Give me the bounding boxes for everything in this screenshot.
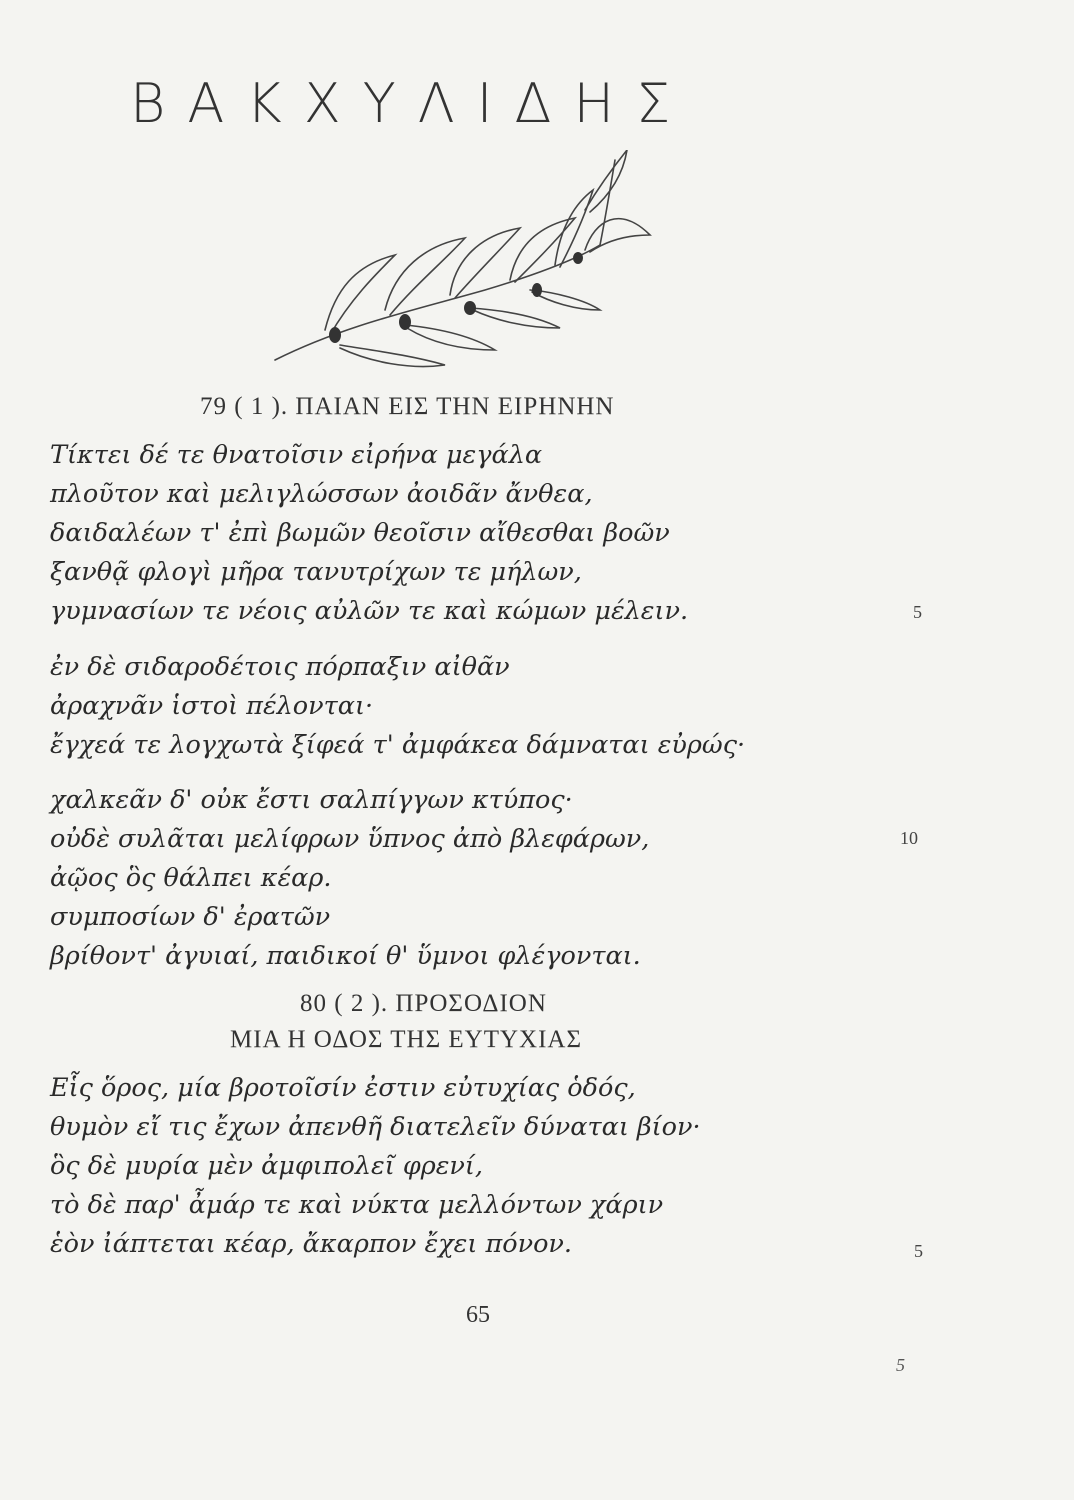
- page-number: 65: [466, 1302, 490, 1328]
- poem2-line-2: θυμὸν εἴ τις ἔχων ἀπενθῆ διατελεῖν δύναται βίον·: [50, 1112, 701, 1142]
- poem1-line-4: ξανθᾷ φλογὶ μῆρα τανυτρίχων τε μήλων,: [50, 557, 582, 587]
- poem2-line-3: ὃς δὲ μυρία μὲν ἀμφιπολεῖ φρενί,: [50, 1151, 483, 1181]
- poem1-line-8: ἔγχεά τε λογχωτὰ ξίφεά τ' ἀμφάκεα δάμναται εὐρώς·: [50, 730, 746, 760]
- poem1-line-6: ἐν δὲ σιδαροδέτοις πόρπαξιν αἰθᾶν: [50, 652, 510, 682]
- poem1-line-9: χαλκεᾶν δ' οὐκ ἔστι σαλπίγγων κτύπος·: [50, 785, 573, 815]
- poem1-line-11: ἀῷος ὃς θάλπει κέαρ.: [50, 863, 332, 893]
- poem2-heading: 80 ( 2 ). ΠΡΟΣΟΔΙΟΝ: [300, 990, 547, 1017]
- poem2-line-4: τὸ δὲ παρ' ἆμάρ τε καὶ νύκτα μελλόντων χάριν: [50, 1190, 664, 1220]
- show-through-number: 5: [896, 1355, 905, 1375]
- poem2-line-5: ἑὸν ἰάπτεται κέαρ, ἄκαρπον ἔχει πόνον.: [50, 1229, 573, 1259]
- poem1-line-3: δαιδαλέων τ' ἐπὶ βωμῶν θεοῖσιν αἴθεσθαι βοῶν: [50, 518, 670, 548]
- poem2-line-number-5: 5: [914, 1241, 923, 1261]
- poem2-line-1: Εἷς ὅρος, μία βροτοῖσίν ἐστιν εὐτυχίας ὁδός,: [50, 1073, 636, 1103]
- olive-branch-icon: [255, 150, 655, 380]
- author-title: ΒΑΚΧΥΛΙΔΗΣ: [130, 72, 693, 135]
- poem1-line-2: πλοῦτον καὶ μελιγλώσσων ἀοιδᾶν ἄνθεα,: [50, 479, 593, 509]
- poem1-line-12: συμποσίων δ' ἐρατῶν: [50, 902, 331, 932]
- poem2-subheading: ΜΙΑ Η ΟΔΟΣ ΤΗΣ ΕΥΤΥΧΙΑΣ: [230, 1026, 583, 1053]
- poem1-line-10: οὐδὲ συλᾶται μελίφρων ὕπνος ἀπὸ βλεφάρων,: [50, 824, 650, 854]
- poem1-line-5: γυμνασίων τε νέοις αὐλῶν τε καὶ κώμων μέλειν.: [50, 596, 689, 626]
- line-number-5: 5: [913, 602, 922, 622]
- poem1-line-1: Τίκτει δέ τε θνατοῖσιν εἰρήνα μεγάλα: [50, 440, 543, 470]
- poem1-line-13: βρίθοντ' ἀγυιαί, παιδικοί θ' ὕμνοι φλέγονται.: [50, 941, 641, 971]
- line-number-10: 10: [900, 828, 918, 848]
- poem1-heading: 79 ( 1 ). ΠΑΙΑΝ ΕΙΣ ΤΗΝ ΕΙΡΗΝΗΝ: [200, 393, 615, 420]
- poem1-line-7: ἀραχνᾶν ἱστοὶ πέλονται·: [50, 691, 374, 721]
